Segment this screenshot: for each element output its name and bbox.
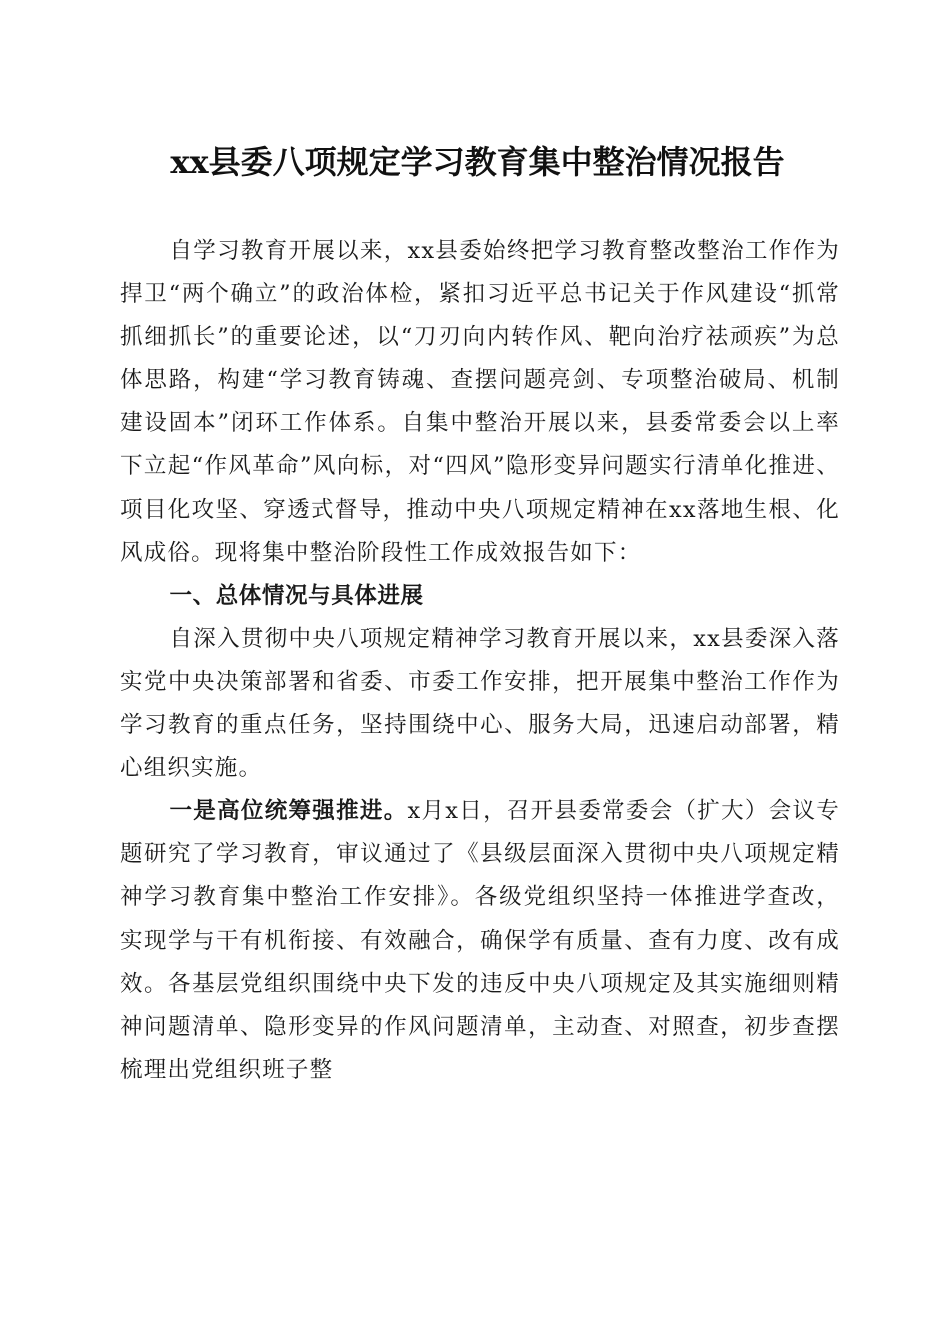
section1-paragraph-1: 自深入贯彻中央八项规定精神学习教育开展以来，xx县委深入落实党中央决策部署和省委、市委工作安排，把开展集中整治工作作为学习教育的重点任务，坚持围绕中心、服务大局，迅速启动部署，精心组织实施。	[120, 625, 840, 782]
section1-paragraph-2	[120, 790, 840, 1092]
document-title: xx县委八项规定学习教育集中整治情况报告	[170, 143, 785, 181]
intro-paragraph: 自学习教育开展以来，xx县委始终把学习教育整改整治工作作为捍卫“两个确立”的政治体检，紧扣习近平总书记关于作风建设“抓常抓细抓长”的重要论述，以“刀刃向内转作风、靶向治疗祛顽疾”为总体思路，构建“学习教育铸魂、查摆问题亮剑、专项整治破局、机制建设固本”闭环工作体系。自集中整治开展以来，县委常委会以上率下立起“作风革命”风向标，对“四风”隐形变异问题实行清单化推进、项目化攻坚、穿透式督导，推动中央八项规定精神在xx落地生根、化风成俗。现将集中整治阶段性工作成效报告如下：	[120, 238, 840, 566]
paragraph-body-text: x月x日，召开县委常委会（扩大）会议专题研究了学习教育，审议通过了《县级层面深入贯彻中央八项规定精神学习教育集中整治工作安排》。各级党组织坚持一体推进学查改，实现学与干有机衔接、有效融合，确保学有质量、查有力度、改有成效。各基层党组织围绕中央下发的违反中央八项规定及其实施细则精神问题清单、隐形变异的作风问题清单，主动查、对照查，初步查摆梳理出党组织班子整	[120, 798, 840, 1083]
section-heading-1: 一、总体情况与具体进展	[169, 582, 424, 609]
document-body	[120, 230, 840, 1092]
paragraph-lead-phrase: 一是高位统筹强推进。	[169, 798, 408, 825]
